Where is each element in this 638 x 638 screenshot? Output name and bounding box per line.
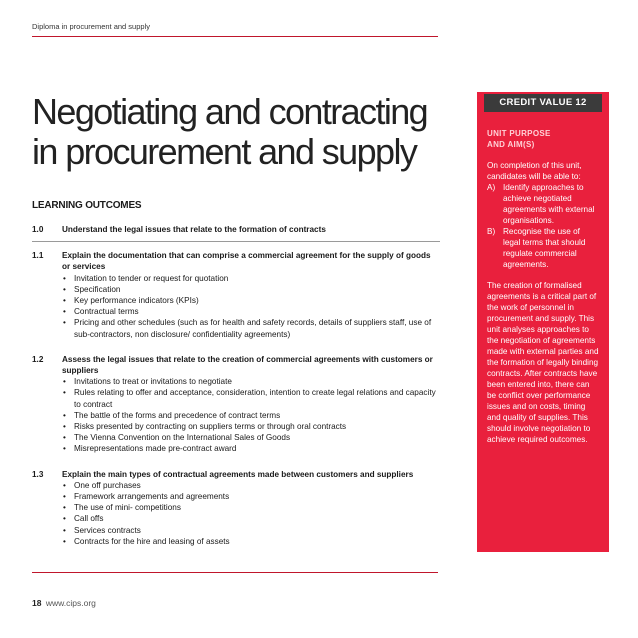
list-item: • Pricing and other schedules (such as for health and safety records, details of suppliers staff, use of sub-contractors, non disclosure/ confidentiality agreements) bbox=[63, 318, 432, 339]
sidebar-intro: On completion of this unit, candidates will be able to: bbox=[487, 161, 582, 181]
outcome-text: Explain the main types of contractual agreements made between customers and suppliers bbox=[62, 469, 414, 479]
page-footer bbox=[32, 598, 96, 608]
outcome-text: Understand the legal issues that relate to the formation of contracts bbox=[62, 225, 326, 234]
outcome-number: 1.1 bbox=[32, 251, 44, 261]
learning-outcomes-heading: LEARNING OUTCOMES bbox=[32, 200, 142, 211]
list-item: • The battle of the forms and precedence of contract terms bbox=[63, 410, 281, 420]
list-item: • Services contracts bbox=[63, 525, 141, 535]
outcome-1-1 bbox=[32, 246, 440, 350]
title-line-1: Negotiating and contracting bbox=[32, 91, 428, 132]
page-title bbox=[32, 92, 472, 172]
outcome-text: Assess the legal issues that relate to the creation of commercial agreements with customers or suppliers bbox=[62, 354, 433, 376]
footer-url[interactable]: www.cips.org bbox=[45, 598, 96, 608]
aim-a: A) Identify approaches to achieve negotiated agreements with external organisations. bbox=[487, 183, 595, 225]
list-item: • Specification bbox=[63, 284, 121, 294]
learning-outcomes-list bbox=[32, 220, 440, 557]
list-item: • Contracts for the hire and leasing of assets bbox=[63, 536, 230, 546]
outcome-1-2 bbox=[32, 350, 440, 465]
aim-b: B) Recognise the use of legal terms that should regulate commercial agreements. bbox=[487, 227, 586, 269]
outcome-1-3 bbox=[32, 465, 440, 557]
running-header: Diploma in procurement and supply bbox=[32, 22, 150, 31]
sidebar-body: The creation of formalised agreements is a critical part of the work of personnel in procurement and supply. This unit analyses approaches to the negotiation of agreements made with external parties and the formation of legally binding contracts. After contracts have been entered into, there can be conflict over performance issues and on costs, timing and quality of supplies. This should involve negotiation to achieve required outcomes. bbox=[487, 281, 599, 444]
list-item: • Invitations to treat or invitations to negotiate bbox=[63, 377, 232, 387]
outcome-bullets bbox=[62, 273, 440, 340]
outcome-number: 1.3 bbox=[32, 469, 44, 479]
outcome-number: 1.2 bbox=[32, 354, 44, 364]
list-item: • Misrepresentations made pre-contract award bbox=[63, 444, 237, 454]
list-item: • Rules relating to offer and acceptance, consideration, intention to create legal relations and capacity to contract bbox=[63, 388, 436, 409]
outcome-text: Explain the documentation that can comprise a commercial agreement for the supply of goods or services bbox=[62, 251, 431, 272]
list-item: • The use of mini- competitions bbox=[63, 503, 181, 513]
outcome-bullets bbox=[62, 376, 440, 454]
outcome-1-0 bbox=[32, 220, 440, 242]
list-item: • One off purchases bbox=[63, 480, 141, 490]
outcome-number: 1.0 bbox=[32, 225, 44, 234]
title-line-2: in procurement and supply bbox=[32, 131, 417, 172]
list-item: • Call offs bbox=[63, 514, 104, 524]
credit-value-badge: CREDIT VALUE 12 bbox=[484, 94, 602, 112]
footer-divider bbox=[32, 572, 438, 573]
unit-purpose-label: UNIT PURPOSE AND AIM(S) bbox=[487, 129, 551, 149]
list-item: • Risks presented by contracting on suppliers terms or through oral contracts bbox=[63, 422, 347, 432]
list-item: • Key performance indicators (KPIs) bbox=[63, 296, 199, 306]
unit-purpose-sidebar bbox=[477, 92, 609, 552]
page-number: 18 bbox=[32, 598, 42, 608]
list-item: • Invitation to tender or request for quotation bbox=[63, 273, 229, 283]
outcome-bullets bbox=[62, 480, 440, 547]
header-divider bbox=[32, 36, 438, 37]
list-item: • The Vienna Convention on the International Sales of Goods bbox=[63, 433, 291, 443]
list-item: • Framework arrangements and agreements bbox=[63, 492, 230, 502]
list-item: • Contractual terms bbox=[63, 307, 139, 317]
